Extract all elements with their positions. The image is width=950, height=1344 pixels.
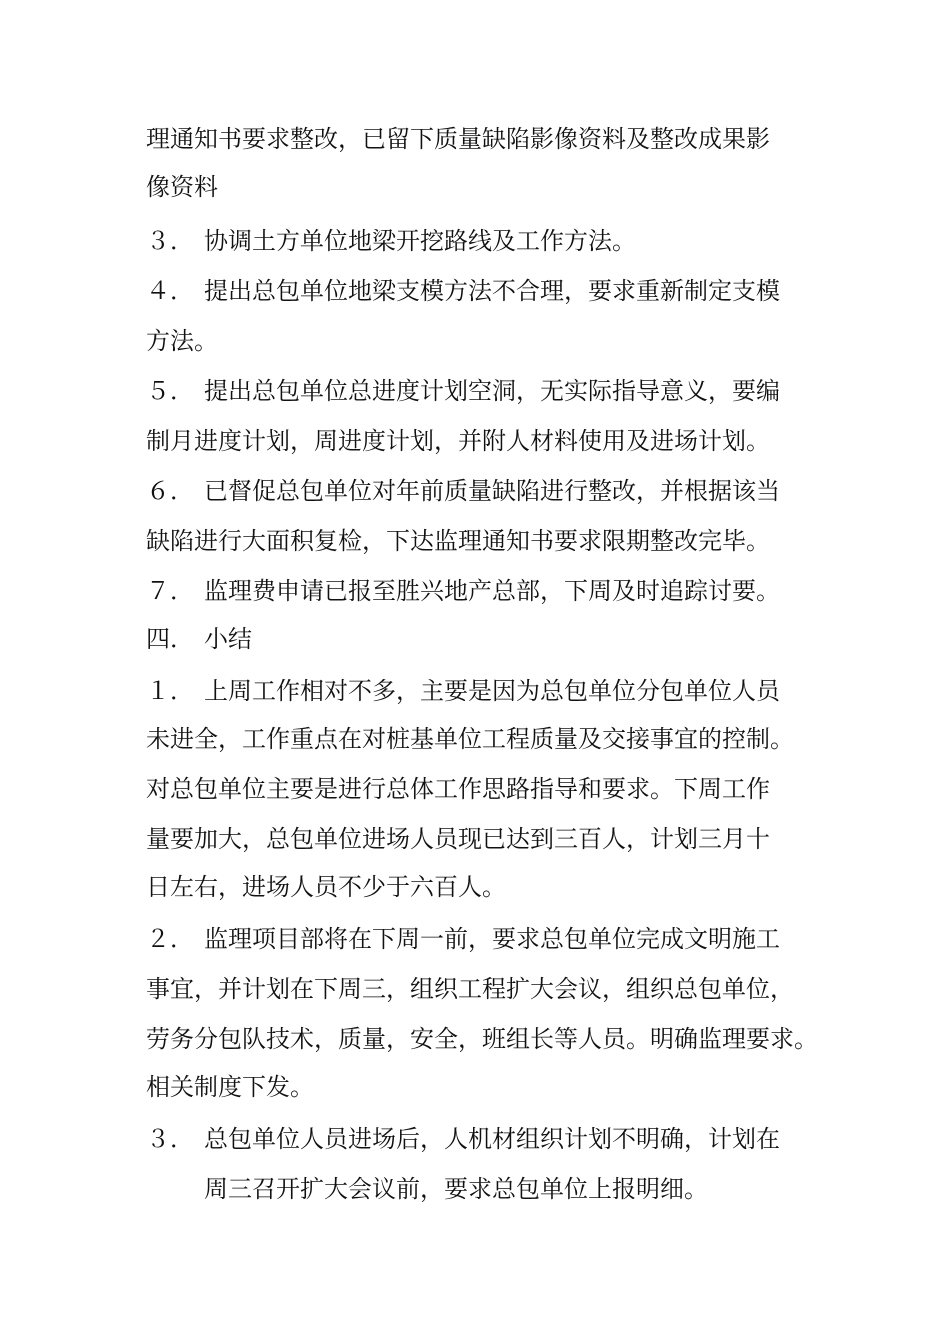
summary-item-1-cont: 量要加大，总包单位进场人员现已达到三百人，计划三月十 xyxy=(146,825,770,853)
list-item-number: ３． xyxy=(146,227,194,255)
list-item-text: 监理费申请已报至胜兴地产总部，下周及时追踪讨要。 xyxy=(204,577,780,605)
list-item-number: １． xyxy=(146,677,194,705)
list-item-text: 提出总包单位总进度计划空洞，无实际指导意义，要编 xyxy=(204,377,780,405)
list-item-number: ５． xyxy=(146,377,194,405)
summary-item-1-cont: 对总包单位主要是进行总体工作思路指导和要求。下周工作 xyxy=(146,775,770,803)
list-item-4 xyxy=(146,276,780,306)
summary-item-1-cont: 未进全，工作重点在对桩基单位工程质量及交接事宜的控制。 xyxy=(146,725,794,753)
list-item-text: 协调土方单位地梁开挖路线及工作方法。 xyxy=(204,227,636,255)
list-item-text: 上周工作相对不多，主要是因为总包单位分包单位人员 xyxy=(204,677,780,705)
list-item-5-cont: 制月进度计划，周进度计划，并附人材料使用及进场计划。 xyxy=(146,427,770,455)
summary-item-1 xyxy=(146,676,780,706)
list-item-5 xyxy=(146,376,780,406)
list-item-text: 已督促总包单位对年前质量缺陷进行整改，并根据该当 xyxy=(204,477,780,505)
continuation-line-2: 像资料 xyxy=(146,173,218,201)
list-item-number: ２． xyxy=(146,925,194,953)
list-item-text: 提出总包单位地梁支模方法不合理，要求重新制定支模 xyxy=(204,277,780,305)
list-item-number: ３． xyxy=(146,1125,194,1153)
list-item-3 xyxy=(146,226,636,256)
summary-item-1-cont: 日左右，进场人员不少于六百人。 xyxy=(146,873,506,901)
section-title: 小结 xyxy=(204,625,252,653)
list-item-4-cont: 方法。 xyxy=(146,327,218,355)
continuation-line-1: 理通知书要求整改，已留下质量缺陷影像资料及整改成果影 xyxy=(146,125,770,153)
summary-item-2 xyxy=(146,924,780,954)
summary-item-2-cont: 劳务分包队技术，质量，安全，班组长等人员。明确监理要求。 xyxy=(146,1025,818,1053)
list-item-text: 监理项目部将在下周一前，要求总包单位完成文明施工 xyxy=(204,925,780,953)
summary-item-2-cont: 事宜，并计划在下周三，组织工程扩大会议，组织总包单位， xyxy=(146,975,794,1003)
summary-item-3 xyxy=(146,1124,780,1154)
list-item-7 xyxy=(146,576,780,606)
list-item-number: ４． xyxy=(146,277,194,305)
list-item-number: ７． xyxy=(146,577,194,605)
summary-item-2-cont: 相关制度下发。 xyxy=(146,1073,314,1101)
list-item-text: 总包单位人员进场后，人机材组织计划不明确，计划在 xyxy=(204,1125,780,1153)
list-item-number: ６． xyxy=(146,477,194,505)
section-heading xyxy=(146,624,252,654)
list-item-6 xyxy=(146,476,780,506)
summary-item-3-cont: 周三召开扩大会议前，要求总包单位上报明细。 xyxy=(204,1175,708,1203)
list-item-6-cont: 缺陷进行大面积复检，下达监理通知书要求限期整改完毕。 xyxy=(146,527,770,555)
section-number: 四． xyxy=(146,625,194,653)
